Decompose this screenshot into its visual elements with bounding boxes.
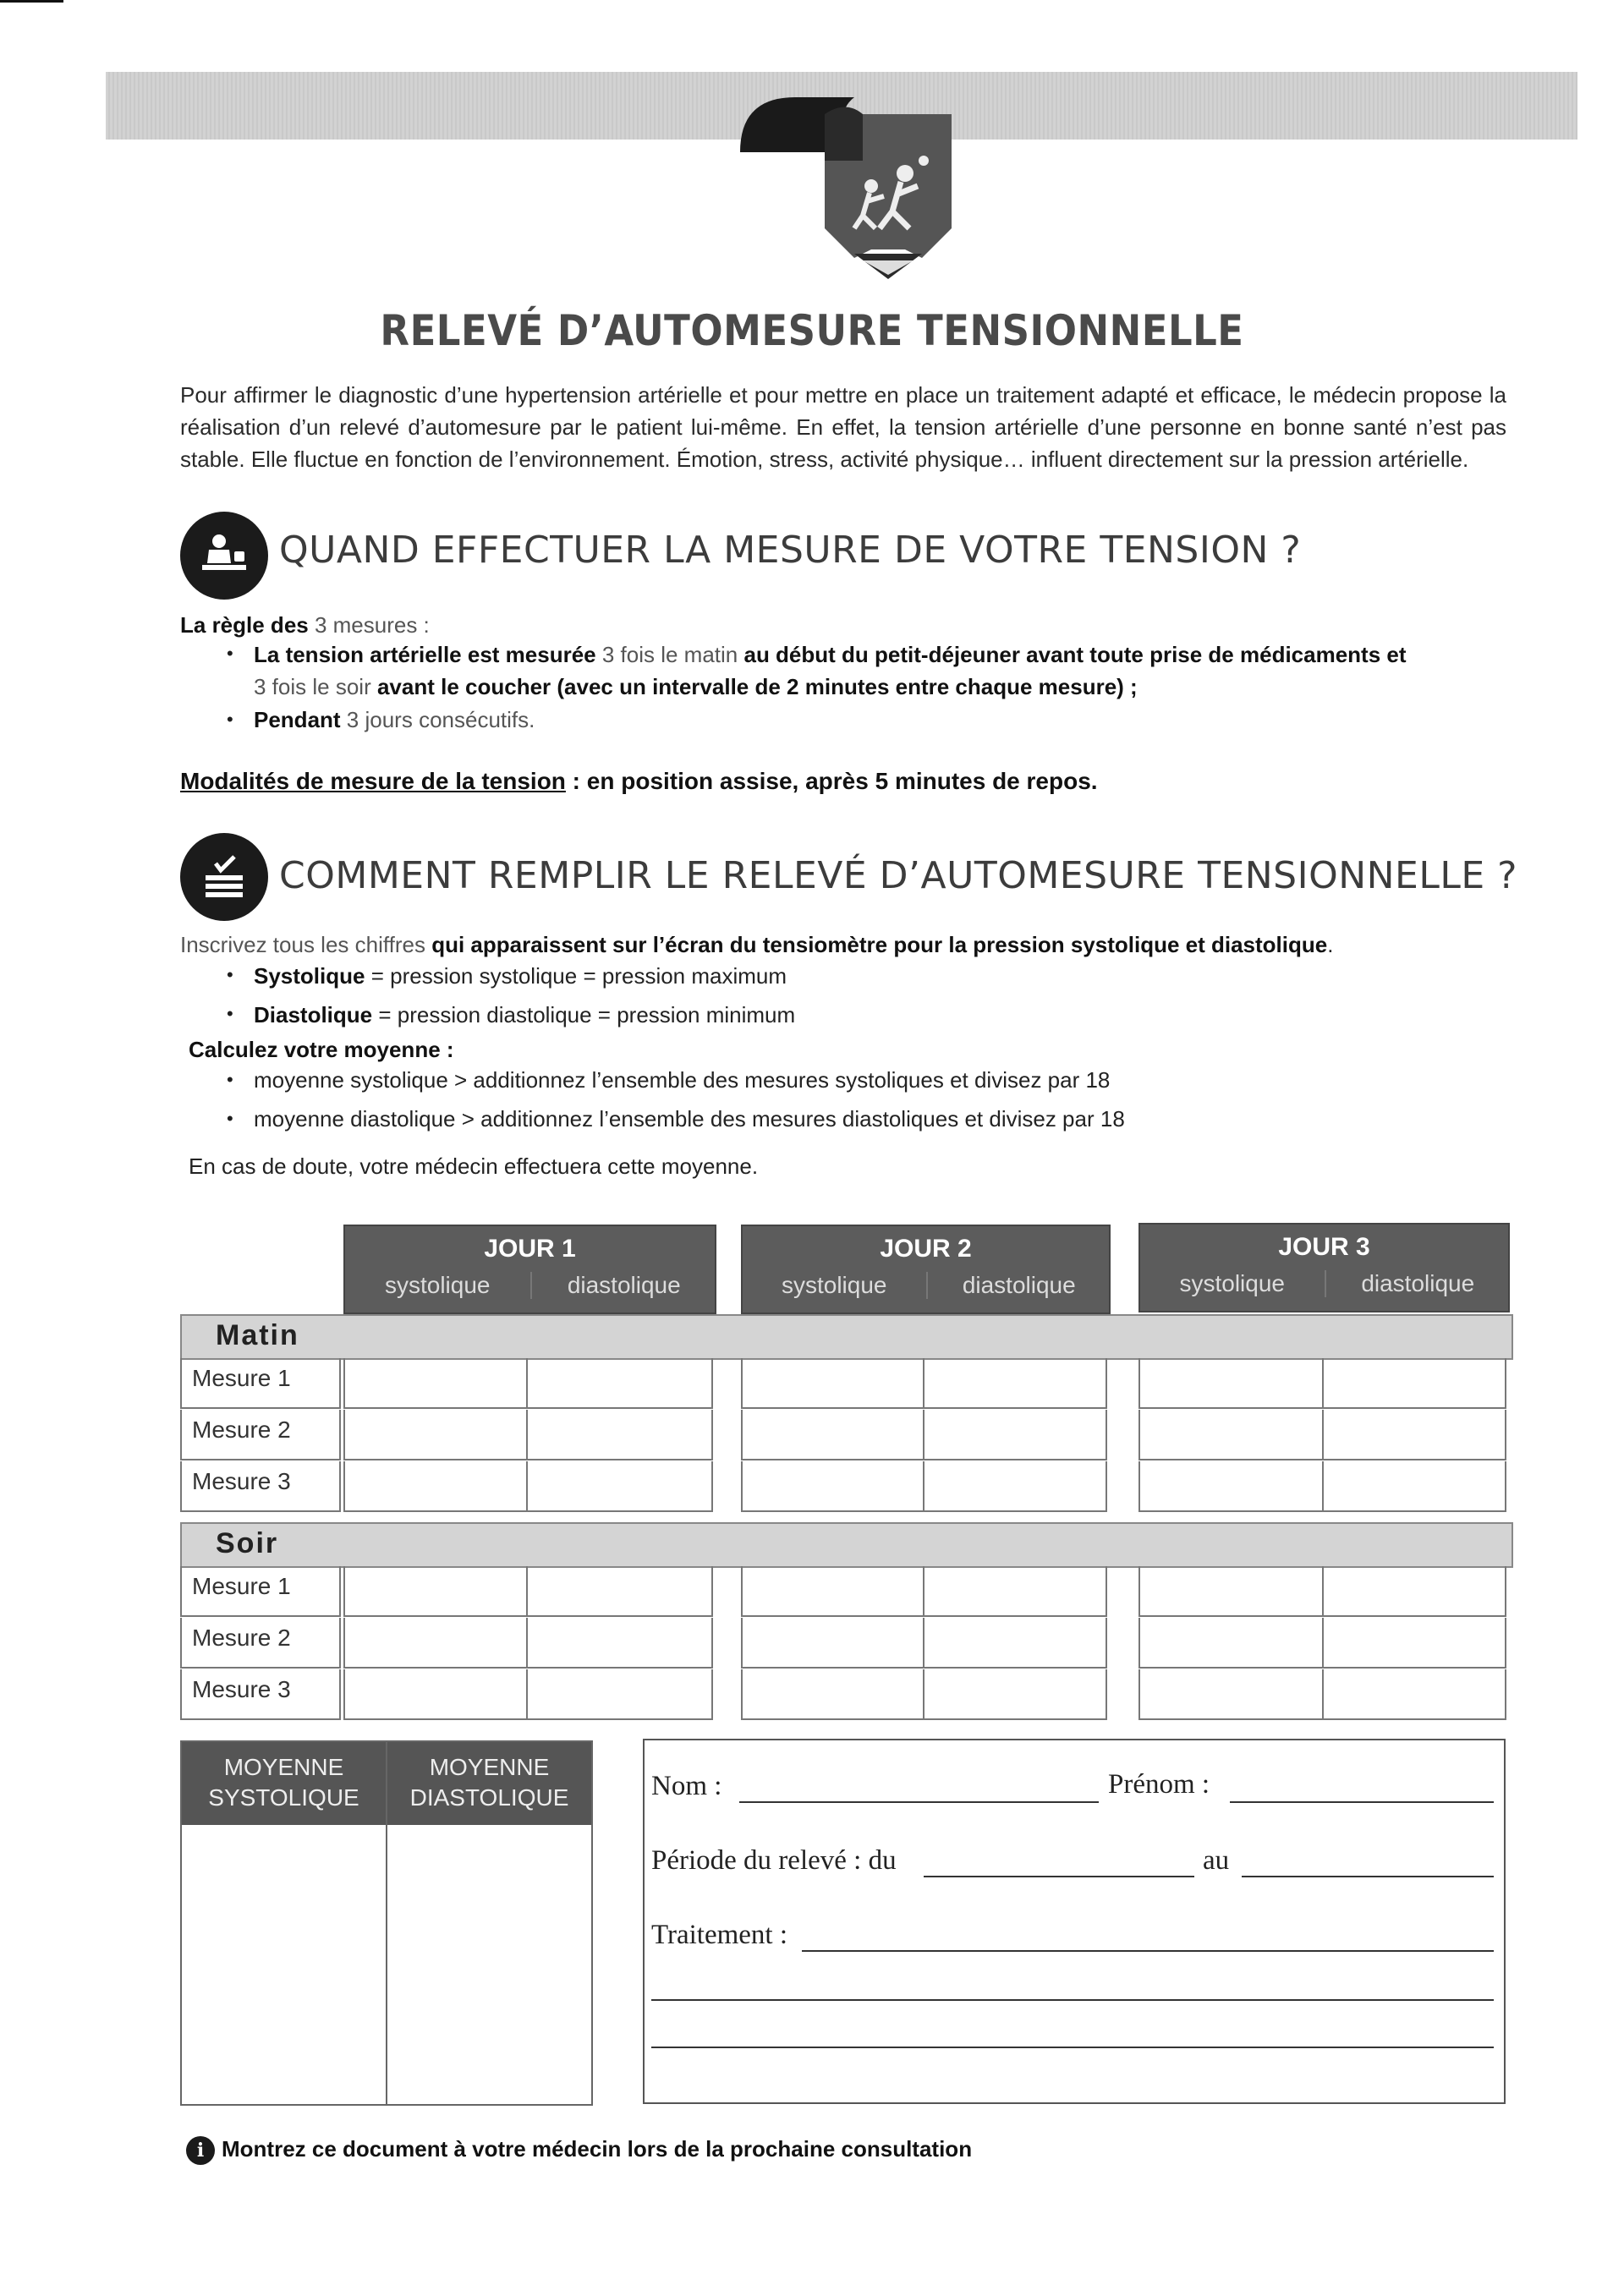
row-label-matin: Mesure 2 — [180, 1410, 341, 1460]
intro-paragraph: Pour affirmer le diagnostic d’une hypertension artérielle et pour mettre en place un traitement adapté et efficace, le médecin propose la réalisation d’un relevé d’automesure par le patient lui-même. En effet, la tension artérielle d’une personne en bonne santé n’est pas stable. Elle fluctue en fonction de l’environnement. Émotion, stress, activité physique… influent directement sur la pression artérielle. — [180, 382, 1506, 472]
bullet-dot: • — [227, 964, 233, 985]
sub-diastolique: diastolique — [1325, 1270, 1511, 1297]
measure-cell[interactable] — [528, 1566, 713, 1617]
diastolique-bold: Diastolique — [254, 1002, 373, 1027]
jour-header — [1138, 1223, 1510, 1312]
modalites-text: : en position assise, après 5 minutes de repos. — [565, 768, 1098, 794]
measure-cell[interactable] — [528, 1669, 713, 1720]
avg-sys-field[interactable] — [182, 1825, 386, 2104]
soir-band — [180, 1522, 1513, 1568]
measure-cell[interactable] — [741, 1461, 924, 1512]
measure-cell[interactable] — [1324, 1358, 1506, 1409]
row-label-matin: Mesure 1 — [180, 1358, 341, 1409]
bullet1-bold-a: La tension artérielle est mesurée — [254, 642, 596, 667]
nom-label: Nom : — [651, 1771, 722, 1801]
inscrivez-light: Inscrivez tous les chiffres — [180, 932, 432, 957]
section-how-title: COMMENT REMPLIR LE RELEVÉ D’AUTOMESURE TENSIONNELLE ? — [279, 854, 1518, 897]
periode-au-field[interactable] — [1242, 1876, 1494, 1877]
measure-cell[interactable] — [343, 1566, 528, 1617]
measure-cell[interactable] — [343, 1410, 528, 1460]
avg-dia-header: MOYENNE DIASTOLIQUE — [387, 1742, 591, 1825]
row-label-soir: Mesure 3 — [180, 1669, 341, 1720]
traitement-field[interactable] — [802, 1950, 1494, 1952]
measure-cell[interactable] — [924, 1410, 1107, 1460]
sub-diastolique: diastolique — [926, 1272, 1111, 1299]
sub-systolique: systolique — [1179, 1270, 1285, 1296]
scan-edge-mark — [0, 0, 63, 3]
prenom-label: Prénom : — [1108, 1769, 1210, 1800]
measure-cell[interactable] — [1324, 1410, 1506, 1460]
measure-cell[interactable] — [924, 1461, 1107, 1512]
measure-cell[interactable] — [924, 1669, 1107, 1720]
measure-cell[interactable] — [741, 1358, 924, 1409]
measure-cell[interactable] — [924, 1566, 1107, 1617]
bullet-dot: • — [227, 1069, 233, 1090]
sub-diastolique: diastolique — [530, 1272, 717, 1299]
bullet2-bold: Pendant — [254, 707, 341, 732]
au-label: au — [1203, 1845, 1230, 1876]
measure-cell[interactable] — [1138, 1669, 1324, 1720]
measure-cell[interactable] — [1324, 1618, 1506, 1669]
row-label-matin: Mesure 3 — [180, 1461, 341, 1512]
measure-cell[interactable] — [1138, 1618, 1324, 1669]
rule-line — [180, 609, 430, 641]
measure-cell[interactable] — [1138, 1566, 1324, 1617]
traitement-label: Traitement : — [651, 1920, 788, 1950]
person-measuring-icon — [180, 512, 268, 600]
traitement-line-2[interactable] — [651, 1999, 1494, 2001]
calc-systolique: moyenne systolique > additionnez l’ensemble des mesures systoliques et divisez par 18 — [254, 1067, 1111, 1093]
jour-header — [343, 1225, 716, 1314]
measure-cell[interactable] — [741, 1669, 924, 1720]
inscrivez-line — [180, 929, 1333, 961]
rule-bold: La règle des — [180, 612, 309, 638]
measure-cell[interactable] — [528, 1358, 713, 1409]
row-label-soir: Mesure 1 — [180, 1566, 341, 1617]
inscrivez-dot: . — [1327, 932, 1334, 957]
measure-cell[interactable] — [1324, 1461, 1506, 1512]
matin-band — [180, 1314, 1513, 1360]
inscrivez-bold: qui apparaissent sur l’écran du tensiomètre pour la pression systolique et diastolique — [431, 932, 1328, 957]
average-box — [180, 1740, 593, 2106]
measure-cell[interactable] — [1138, 1358, 1324, 1409]
footer-text: Montrez ce document à votre médecin lors de la prochaine consultation — [222, 2136, 973, 2162]
row-label-soir: Mesure 2 — [180, 1618, 341, 1669]
measure-cell[interactable] — [924, 1618, 1107, 1669]
patient-info-box — [643, 1739, 1506, 2104]
traitement-line-3[interactable] — [651, 2047, 1494, 2048]
measure-cell[interactable] — [343, 1669, 528, 1720]
avg-dia-field[interactable] — [387, 1825, 591, 2104]
calc-diastolique: moyenne diastolique > additionnez l’ensemble des mesures diastoliques et divisez par 18 — [254, 1106, 1125, 1132]
measure-cell[interactable] — [741, 1566, 924, 1617]
measure-cell[interactable] — [528, 1618, 713, 1669]
bullet2-rest: 3 jours consécutifs. — [340, 707, 535, 732]
rule-rest: 3 mesures : — [308, 612, 430, 638]
calcul-title: Calculez votre moyenne : — [189, 1037, 454, 1062]
systolique-bold: Systolique — [254, 963, 365, 989]
info-icon: i — [186, 2136, 215, 2165]
measure-cell[interactable] — [1324, 1566, 1506, 1617]
measure-cell[interactable] — [1324, 1669, 1506, 1720]
soir-label: Soir — [216, 1527, 279, 1559]
periode-label: Période du relevé : du — [651, 1845, 897, 1876]
prenom-field[interactable] — [1230, 1801, 1494, 1803]
jour-label: JOUR 1 — [484, 1235, 576, 1263]
diastolique-rest: = pression diastolique = pression minimum — [372, 1002, 796, 1027]
measure-cell[interactable] — [343, 1461, 528, 1512]
bullet-dot: • — [227, 643, 233, 664]
modalites-label: Modalités de mesure de la tension — [180, 768, 566, 794]
bullet1-light-b: 3 fois le matin — [595, 642, 744, 667]
sub-systolique: systolique — [384, 1272, 491, 1298]
measure-cell[interactable] — [528, 1461, 713, 1512]
section-when-title: QUAND EFFECTUER LA MESURE DE VOTRE TENSION ? — [279, 529, 1302, 572]
matin-label: Matin — [216, 1319, 299, 1351]
measure-cell[interactable] — [1138, 1410, 1324, 1460]
sub-systolique: systolique — [781, 1272, 887, 1298]
nom-field[interactable] — [739, 1801, 1099, 1803]
bullet-dot: • — [227, 1108, 233, 1129]
measure-cell[interactable] — [741, 1410, 924, 1460]
checklist-icon — [180, 833, 268, 921]
diastolique-def — [254, 999, 795, 1031]
family-logo-icon — [736, 93, 964, 288]
systolique-def — [254, 960, 787, 992]
bullet-dot: • — [227, 709, 233, 730]
bullet-dot: • — [227, 1003, 233, 1024]
measure-cell[interactable] — [343, 1358, 528, 1409]
bullet1-light-d: 3 fois le soir — [254, 674, 377, 699]
footer-note — [186, 2136, 972, 2165]
measure-cell[interactable] — [1138, 1461, 1324, 1512]
jour-label: JOUR 2 — [880, 1235, 972, 1263]
measure-cell[interactable] — [924, 1358, 1107, 1409]
bullet1-bold-c: au début du petit-déjeuner avant toute prise de médicaments et — [743, 642, 1407, 667]
jour-header — [741, 1225, 1111, 1314]
modalites-line — [180, 765, 1098, 797]
periode-du-field[interactable] — [924, 1876, 1194, 1877]
bullet-days — [254, 704, 535, 736]
page-title: RELEVÉ D’AUTOMESURE TENSIONNELLE — [380, 306, 1244, 355]
measure-cell[interactable] — [528, 1410, 713, 1460]
bullet-measure-times — [254, 638, 1507, 703]
avg-sys-header: MOYENNE SYSTOLIQUE — [182, 1742, 386, 1825]
jour-label: JOUR 3 — [1278, 1233, 1370, 1261]
doute-line: En cas de doute, votre médecin effectuera cette moyenne. — [189, 1153, 759, 1179]
measure-cell[interactable] — [343, 1618, 528, 1669]
bullet1-bold-e: avant le coucher (avec un intervalle de 2 minutes entre chaque mesure) ; — [376, 674, 1138, 699]
measure-cell[interactable] — [741, 1618, 924, 1669]
systolique-rest: = pression systolique = pression maximum — [365, 963, 787, 989]
